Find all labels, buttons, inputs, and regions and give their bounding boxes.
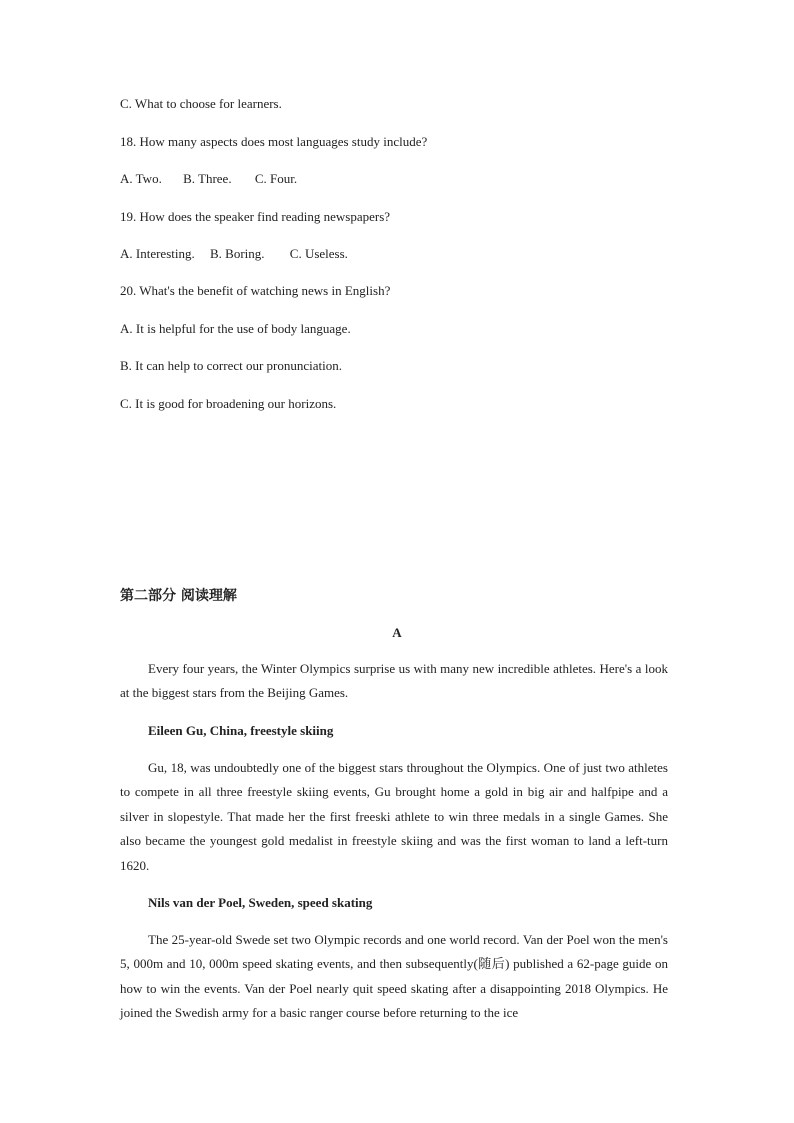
question-18-options [120,171,297,187]
question-20: 20. What's the benefit of watching news in English? [120,283,391,298]
question-19: 19. How does the speaker find reading newspapers? [120,209,391,224]
question-18: 18. How many aspects does most languages study include? [120,134,428,149]
section-title: 第二部分 阅读理解 [120,588,237,604]
athlete-1-paragraph: Gu, 18, was undoubtedly one of the biggest stars throughout the Olympics. One of just two athletes to compete in all three freestyle skiing events, Gu brought home a gold in big air and halfpipe and a silver in slopestyle. That made her the first freeski athlete to win three medals in a single Games. She also became the youngest gold medalist in freestyle skiing and was the first woman to land a left-turn 1620. [120,760,668,873]
q18-option-b: B. Three. [183,171,232,186]
q20-option-b: B. It can help to correct our pronunciation. [120,358,343,373]
athlete-2-paragraph: The 25-year-old Swede set two Olympic records and one world record. Van der Poel won the men's 5, 000m and 10, 000m speed skating events, and then subsequently(随后) published a 62-page guide on how to win the events. Van der Poel nearly quit speed skating after a disappointing 2018 Olympics. He joined the Swedish army for a basic ranger course before returning to the ice [120,932,668,1021]
question-19-options [120,246,348,262]
q20-option-a: A. It is helpful for the use of body language. [120,321,351,336]
q20-option-c: C. It is good for broadening our horizons. [120,396,337,411]
q19-option-b: B. Boring. [209,246,265,261]
athlete-2-heading: Nils van der Poel, Sweden, speed skating [148,895,373,910]
q17-option-c: C. What to choose for learners. [120,96,282,111]
passage-label: A [392,625,402,640]
q19-option-c: C. Useless. [289,246,348,261]
q18-option-a: A. Two. [120,171,162,186]
passage-intro: Every four years, the Winter Olympics surprise us with many new incredible athletes. Here's a look at the biggest stars from the Beijing Games. [120,661,668,701]
athlete-1-heading: Eileen Gu, China, freestyle skiing [148,723,334,738]
q19-option-a: A. Interesting. [120,246,195,261]
q18-option-c: C. Four. [254,171,298,186]
